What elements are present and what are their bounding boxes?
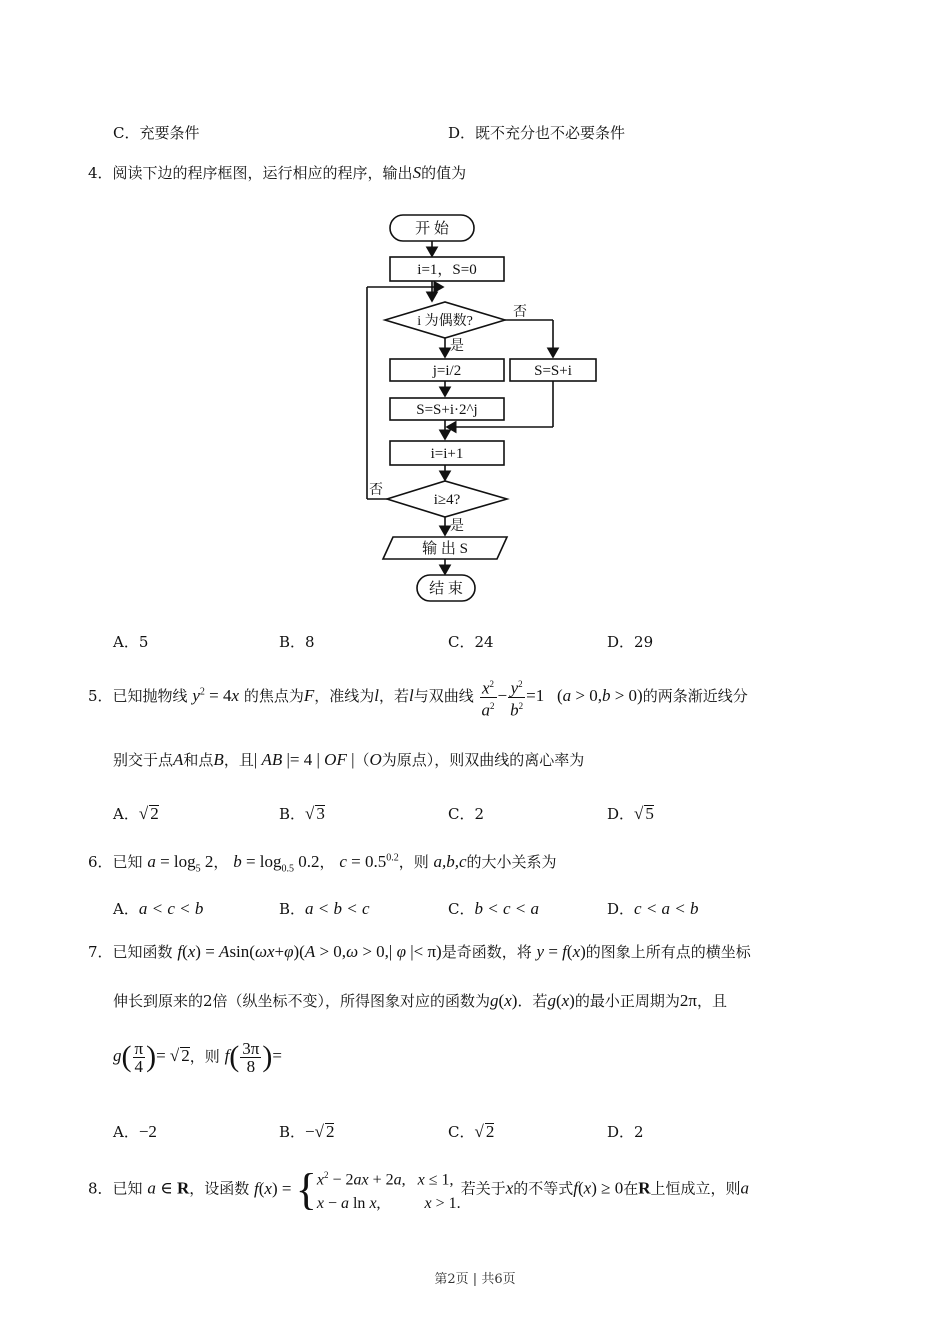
q7-option-c: C．√ 2 <box>448 1122 495 1141</box>
q5-option-a: A．√ 2 <box>113 804 159 823</box>
q7-stem-line2: 伸长到原来的2倍（纵坐标不变），所得图象对应的函数为g(x)．若g(x)的最小正周期为2π，且 <box>113 991 727 1010</box>
flow-no2-label: 否 <box>369 483 383 498</box>
q7-option-d: D．2 <box>607 1123 644 1141</box>
flow-update-even-text: S=S+i·2^j <box>416 402 478 418</box>
flow-output-text: 输 出 S <box>422 541 468 557</box>
flow-update-odd-text: S=S+i <box>534 363 572 379</box>
q7-option-a: A．−2 <box>113 1122 157 1141</box>
q5-option-b: B．√ 3 <box>279 804 325 823</box>
flow-yes2-label: 是 <box>450 519 464 534</box>
q6-option-b: B．a < b < c <box>279 899 370 918</box>
q5-option-d: D．√ 5 <box>607 804 654 823</box>
q6-option-d: D．c < a < b <box>607 899 699 918</box>
flow-cond1-text: i 为偶数? <box>417 314 473 329</box>
q4-stem: 4．阅读下边的程序框图，运行相应的程序，输出S的值为 <box>88 163 467 182</box>
q5-stem-line1: 5．已知抛物线 $y^2 = 4x$ 的焦点为F，准线为l，若l与双曲线 $\frac{x^2}{a^2}$ − $\frac{y^2}{b^2}$ =1 (a > 0,b > 0)的两条渐近线分 <box>88 676 748 718</box>
flow-end-text: 结 束 <box>429 581 463 597</box>
flow-increment-text: i=i+1 <box>430 446 464 462</box>
q3-option-c: C．充要条件 <box>113 124 200 142</box>
flow-start-text: 开 始 <box>415 221 449 237</box>
q4-option-a: A．5 <box>113 633 149 651</box>
q6-stem: 6．已知 $a = \log_5 2$， $b = \log_{0.5} 0.2$， $c = 0.5^{0.2}$，则 a,b,c的大小关系为 <box>88 852 557 875</box>
page-footer: 第2页 | 共6页 <box>434 1272 516 1287</box>
flow-cond2-text: i≥4? <box>433 492 461 508</box>
q4-option-c: C．24 <box>448 633 494 651</box>
flowchart <box>355 210 605 605</box>
q6-option-a: A．a < c < b <box>113 899 204 918</box>
flow-yes1-label: 是 <box>450 339 464 354</box>
q7-stem-line1: 7．已知函数 f(x) = Asin(ωx+φ)(A > 0,ω > 0,| φ |< π)是奇函数，将 y = f(x)的图象上所有点的横坐标 <box>88 942 751 961</box>
q8-stem: 8．已知 a ∈ R，设函数 f(x) = { $x^2 - 2ax + 2a$, x ≤ 1, x − a ln x, x > 1. 若关于x的不等式f(x) ≥ 0在R上恒成立，则a <box>88 1164 750 1214</box>
q6-option-c: C．b < c < a <box>448 899 539 918</box>
q7-option-b: B．−√ 2 <box>279 1122 335 1141</box>
q5-stem-line2: 别交于点A和点B，且| AB |= 4 | OF |（O为原点），则双曲线的离心率为 <box>113 750 585 769</box>
flow-init-text: i=1，S=0 <box>417 262 477 278</box>
flow-no1-label: 否 <box>513 305 527 320</box>
q4-option-d: D．29 <box>607 633 654 651</box>
q5-option-c: C．2 <box>448 805 485 823</box>
q7-stem-line3: g( $\frac{\pi}{4}$ )= √ 2，则 f( $\frac{3\pi}{8}$ )= <box>113 1039 282 1076</box>
q4-option-b: B．8 <box>279 633 315 651</box>
q3-option-d: D．既不充分也不必要条件 <box>448 124 626 142</box>
flow-assign-j-text: j=i/2 <box>432 363 462 379</box>
